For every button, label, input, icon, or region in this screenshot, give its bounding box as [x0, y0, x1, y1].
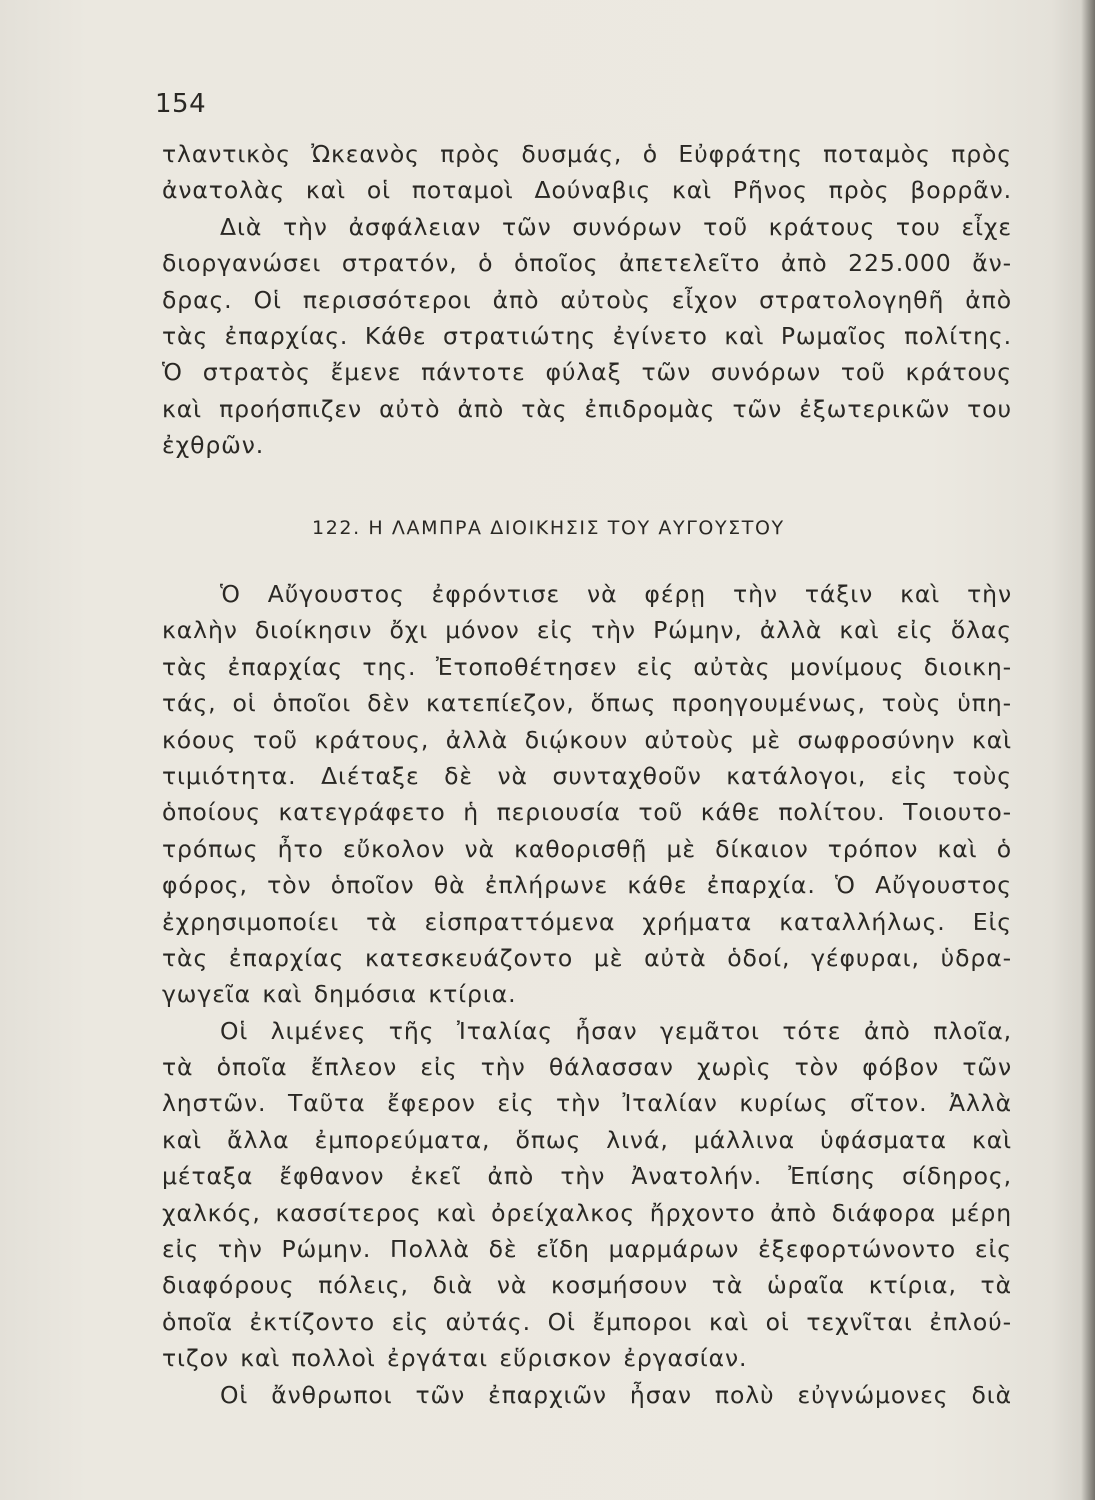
text-line: διαφόρους πόλεις, διὰ νὰ κοσμήσουν τὰ ὡραῖα κτίρια, τὰ [162, 1271, 1012, 1300]
text-line: καὶ προήσπιζεν αὐτὸ ἀπὸ τὰς ἐπιδρομὰς τῶν ἐξωτερικῶν του [162, 394, 1012, 423]
text-line: τὰς ἐπαρχίας της. Ἐτοποθέτησεν εἰς αὐτὰς μονίμους διοικη- [162, 652, 1012, 681]
text-line: τάς, οἱ ὁποῖοι δὲν κατεπίεζον, ὅπως προηγουμένως, τοὺς ὑπη- [162, 689, 1012, 718]
text-line: γωγεῖα καὶ δημόσια κτίρια. [162, 980, 517, 1009]
text-line: τὰς ἐπαρχίας κατεσκευάζοντο μὲ αὐτὰ ὁδοί, γέφυραι, ὑδρα- [162, 943, 1012, 972]
text-line: Οἱ ἄνθρωποι τῶν ἐπαρχιῶν ἦσαν πολὺ εὐγνώμονες διὰ [220, 1380, 1012, 1409]
page-edge-shadow [1081, 0, 1095, 1500]
section-heading: 122. Η ΛΑΜΠΡΑ ΔΙΟΙΚΗΣΙΣ ΤΟΥ ΑΥΓΟΥΣΤΟΥ [312, 517, 785, 539]
text-line: δρας. Οἱ περισσότεροι ἀπὸ αὐτοὺς εἶχον στρατολογηθῆ ἀπὸ [162, 285, 1012, 314]
text-line: καλὴν διοίκησιν ὄχι μόνον εἰς τὴν Ρώμην, ἀλλὰ καὶ εἰς ὅλας [162, 616, 1012, 645]
text-line: φόρος, τὸν ὁποῖον θὰ ἐπλήρωνε κάθε ἐπαρχία. Ὁ Αὔγουστος [162, 871, 1012, 900]
text-block-main [162, 576, 1012, 1413]
page-number: 154 [155, 89, 207, 119]
text-line: Οἱ λιμένες τῆς Ἰταλίας ἦσαν γεμᾶτοι τότε ἀπὸ πλοῖα, [220, 1016, 1012, 1045]
text-line: Διὰ τὴν ἀσφάλειαν τῶν συνόρων τοῦ κράτους του εἶχε [220, 212, 1012, 241]
text-line: ἐχθρῶν. [162, 431, 265, 460]
text-line: Ὁ Αὔγουστος ἐφρόντισε νὰ φέρῃ τὴν τάξιν καὶ τὴν [220, 580, 1012, 608]
text-line: ὁποίους κατεγράφετο ἡ περιουσία τοῦ κάθε πολίτου. Τοιουτο- [162, 798, 1012, 827]
text-line: χαλκός, κασσίτερος καὶ ὀρείχαλκος ἤρχοντο ἀπὸ διάφορα μέρη [162, 1198, 1012, 1227]
text-line: διοργανώσει στρατόν, ὁ ὁποῖος ἀπετελεῖτο ἀπὸ 225.000 ἄν- [162, 249, 1012, 278]
text-line: τιμιότητα. Διέταξε δὲ νὰ συνταχθοῦν κατάλογοι, εἰς τοὺς [162, 761, 1012, 790]
text-line: τρόπως ἦτο εὔκολον νὰ καθορισθῇ μὲ δίκαιον τρόπον καὶ ὁ [162, 834, 1012, 863]
text-line: τὰς ἐπαρχίας. Κάθε στρατιώτης ἐγίνετο καὶ Ρωμαῖος πολίτης. [162, 321, 1012, 350]
text-line: ἀνατολὰς καὶ οἱ ποταμοὶ Δούναβις καὶ Ρῆνος πρὸς βορρᾶν. [162, 176, 1012, 205]
text-block-top [162, 136, 1012, 464]
text-line: κόους τοῦ κράτους, ἀλλὰ διῴκουν αὐτοὺς μὲ σωφροσύνην καὶ [162, 725, 1012, 754]
text-line: τὰ ὁποῖα ἔπλεον εἰς τὴν θάλασσαν χωρὶς τὸν φόβον τῶν [162, 1053, 1012, 1082]
text-line: μέταξα ἔφθανον ἐκεῖ ἀπὸ τὴν Ἀνατολήν. Ἐπίσης σίδηρος, [162, 1162, 1012, 1191]
text-line: ὁποῖα ἐκτίζοντο εἰς αὐτάς. Οἱ ἔμποροι καὶ οἱ τεχνῖται ἐπλού- [162, 1307, 1012, 1336]
text-line: καὶ ἄλλα ἐμπορεύματα, ὅπως λινά, μάλλινα ὑφάσματα καὶ [162, 1125, 1012, 1154]
text-line: τλαντικὸς Ὠκεανὸς πρὸς δυσμάς, ὁ Εὐφράτης ποταμὸς πρὸς [162, 140, 1012, 168]
text-line: εἰς τὴν Ρώμην. Πολλὰ δὲ εἴδη μαρμάρων ἐξεφορτώνοντο εἰς [162, 1235, 1012, 1264]
text-line: τιζον καὶ πολλοὶ ἐργάται εὕρισκον ἐργασίαν. [162, 1344, 748, 1373]
text-line: ληστῶν. Ταῦτα ἔφερον εἰς τὴν Ἰταλίαν κυρίως σῖτον. Ἀλλὰ [162, 1089, 1012, 1118]
text-line: ἐχρησιμοποίει τὰ εἰσπραττόμενα χρήματα καταλλήλως. Εἰς [162, 907, 1012, 936]
text-line: Ὁ στρατὸς ἔμενε πάντοτε φύλαξ τῶν συνόρων τοῦ κράτους [162, 358, 1012, 387]
